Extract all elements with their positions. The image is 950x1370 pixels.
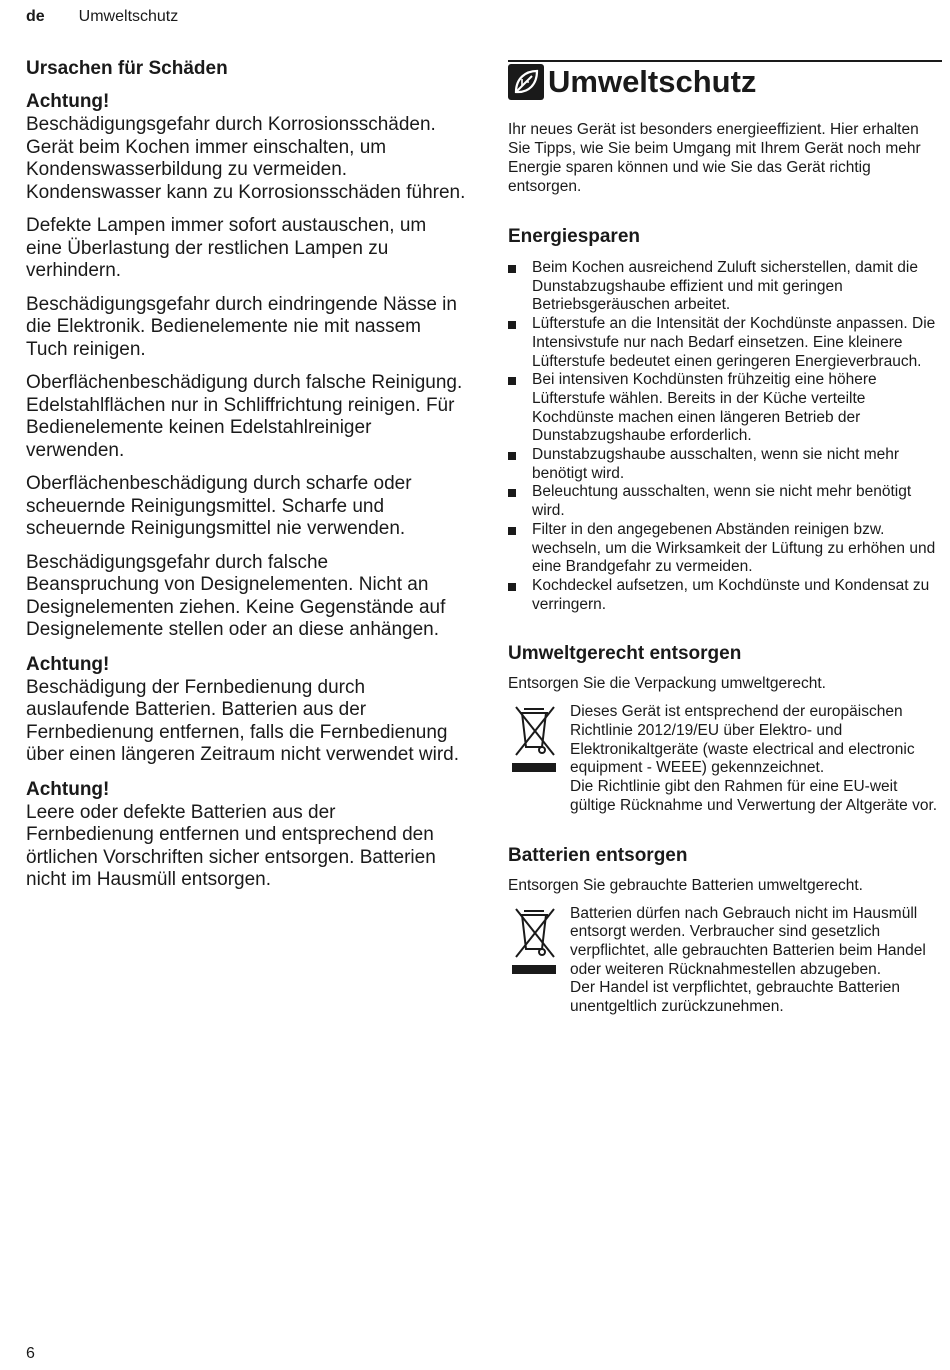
damage-paragraph: Beschädigungsgefahr durch falsche Beanspruchung von Designelementen. Nicht an Designelementen ziehen. Keine Gegenstände auf Designelemente stellen oder an diese anhängen. xyxy=(26,551,446,640)
intro-paragraph: Ihr neues Gerät ist besonders energieeffizient. Hier erhalten Sie Tipps, wie Sie beim Umgang mit Ihrem Gerät noch mehr Energie sparen können und wie Sie das Gerät richtig entsorgen. xyxy=(508,121,921,195)
crossed-out-wheelie-bin-icon xyxy=(508,703,560,775)
battery-intro: Entsorgen Sie gebrauchte Batterien umweltgerecht. xyxy=(508,876,863,894)
bullet-square-icon xyxy=(508,377,516,385)
warning-label-2: Achtung! xyxy=(26,653,110,675)
bullet-square-icon xyxy=(508,527,516,535)
damage-paragraph: Defekte Lampen immer sofort austauschen, um eine Überlastung der restlichen Lampen zu verhindern. xyxy=(26,215,427,281)
warning-label-3: Achtung! xyxy=(26,778,110,800)
list-item: Dunstabzugshaube ausschalten, wenn sie nicht mehr benötigt wird. xyxy=(508,446,942,483)
damage-paragraph: Beschädigungsgefahr durch Korrosionsschäden. Gerät beim Kochen immer einschalten, um Kondenswasserbildung zu vermeiden. Kondenswasser kann zu Korrosionsschäden führen. xyxy=(26,114,466,203)
header-section-title: Umweltschutz xyxy=(78,8,179,25)
battery-retailer-text: Der Handel ist verpflichtet, gebrauchte Batterien unentgeltlich zurückzunehmen. xyxy=(570,979,900,1016)
damage-causes-heading: Ursachen für Schäden xyxy=(26,58,228,79)
damage-paragraph: Oberflächenbeschädigung durch falsche Reinigung. Edelstahlflächen nur in Schliffrichtung reinigen. Für Bedienelemente keinen Edelstahlreiniger verwenden. xyxy=(26,372,463,461)
right-column xyxy=(508,60,942,1017)
list-item: Filter in den angegebenen Abständen reinigen bzw. wechseln, um die Wirksamkeit der Lüftung zu erhöhen und eine Brandgefahr zu vermeiden. xyxy=(508,521,942,577)
language-code: de xyxy=(26,8,45,25)
weee-directive-text: Die Richtlinie gibt den Rahmen für eine EU-weit gültige Rücknahme und Verwertung der Altgeräte vor. xyxy=(570,778,938,814)
energy-saving-heading: Energiesparen xyxy=(508,226,640,247)
energy-tips-list xyxy=(508,259,942,614)
left-column xyxy=(26,58,466,903)
bullet-square-icon xyxy=(508,583,516,591)
section-title-bar xyxy=(508,60,942,102)
battery-disposal-heading: Batterien entsorgen xyxy=(508,844,688,866)
bullet-square-icon xyxy=(508,489,516,497)
battery-disposal-block xyxy=(508,905,942,1017)
list-item: Bei intensiven Kochdünsten frühzeitig eine höhere Lüfterstufe wählen. Bereits in der Küche verteilte Kochdünste machen einen längeren Betrieb der Dunstabzugshaube erforderlich. xyxy=(508,371,942,446)
warning-label-1: Achtung! xyxy=(26,91,110,112)
list-item: Kochdeckel aufsetzen, um Kochdünste und Kondensat zu verringern. xyxy=(508,577,942,614)
list-item: Lüfterstufe an die Intensität der Kochdünste anpassen. Die Intensivstufe nur nach Bedarf einsetzen. Eine kleinere Lüfterstufe bedeutet einen geringeren Energieverbrauch. xyxy=(508,315,942,371)
list-item: Beim Kochen ausreichend Zuluft sicherstellen, damit die Dunstabzugshaube effizient und mit geringen Betriebsgeräuschen arbeitet. xyxy=(508,259,942,315)
damage-paragraph: Oberflächenbeschädigung durch scharfe oder scheuernde Reinigungsmittel. Scharfe und scheuernde Reinigungsmittel nie verwenden. xyxy=(26,473,412,539)
page-header xyxy=(26,8,178,26)
disposal-intro: Entsorgen Sie die Verpackung umweltgerecht. xyxy=(508,675,826,693)
bullet-square-icon xyxy=(508,452,516,460)
disposal-heading: Umweltgerecht entsorgen xyxy=(508,643,742,665)
crossed-out-wheelie-bin-icon xyxy=(508,905,560,977)
weee-text: Dieses Gerät ist entsprechend der europäischen Richtlinie 2012/19/EU über Elektro- und Elektronikaltgeräte (waste electrical and electronic equipment - WEEE) gekennzeichnet. xyxy=(570,703,915,777)
bullet-square-icon xyxy=(508,265,516,273)
weee-disposal-block xyxy=(508,703,942,815)
bullet-square-icon xyxy=(508,321,516,329)
battery-text: Batterien dürfen nach Gebrauch nicht im Hausmüll entsorgt werden. Verbraucher sind gesetzlich verpflichtet, alle gebrauchten Batterien beim Handel oder weiteren Rücknahmestellen abzugeben. xyxy=(570,904,926,978)
section-title: Umweltschutz xyxy=(548,64,757,99)
leaf-icon xyxy=(508,64,544,100)
battery-disposal-warning: Leere oder defekte Batterien aus der Fernbedienung entfernen und entsprechend den örtlichen Vorschriften sicher entsorgen. Batterien nicht im Hausmüll entsorgen. xyxy=(26,801,436,890)
damage-paragraph: Beschädigungsgefahr durch eindringende Nässe in die Elektronik. Bedienelemente nie mit nassem Tuch reinigen. xyxy=(26,293,457,360)
list-item: Beleuchtung ausschalten, wenn sie nicht mehr benötigt wird. xyxy=(508,483,942,520)
remote-battery-warning: Beschädigung der Fernbedienung durch auslaufende Batterien. Batterien aus der Fernbedienung entfernen, falls die Fernbedienung über einen längeren Zeitraum nicht verwendet wird. xyxy=(26,676,460,765)
page-number: 6 xyxy=(26,1345,35,1362)
